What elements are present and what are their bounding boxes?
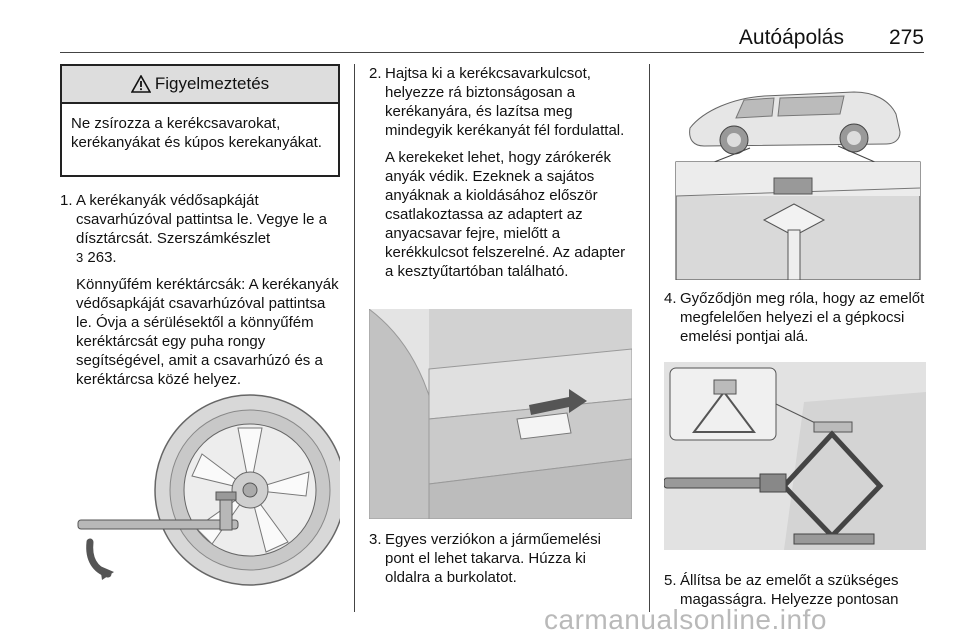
column-right [664,289,926,346]
step-text: A kerekeket lehet, hogy zárókerék anyák védik. Ezeknek a sajátos anyáknak a kioldásához először csatlakoztassa az adaptert az anyacsavar fejre, mielőtt a kerékkulcsot felszerelné. Az adapter a kesztyűtartóban található. [385,149,626,280]
page-header [60,26,924,54]
page-ref-arrow-icon: 3 [76,250,84,265]
car-jacking-point-illustration [664,70,926,280]
wheel-cover-removal-illustration [70,392,340,597]
step-2 [369,64,633,281]
step-number: 3. [369,531,382,548]
step-number: 2. [369,65,382,82]
column-divider [649,64,650,612]
step-4 [664,289,926,346]
page-ref-link[interactable]: 263. [87,249,117,266]
step-number: 1. [60,192,73,209]
warning-icon [131,75,151,93]
step-3 [369,530,633,587]
step-text: Egyes verziókon a járműemelési pont el lehet takarva. Húzza ki oldalra a burkolatot. [385,531,601,586]
step-number: 5. [664,572,677,589]
column-divider [354,64,355,612]
step-text: A kerékanyák védősapkáját csavarhúzóval pattintsa le. Vegye le a dísztárcsát. Szerszámkészlet 3 263. [76,192,327,266]
step-number: 4. [664,290,677,307]
sill-cover-illustration [369,309,632,519]
column-middle [369,64,633,281]
page-number: 275 [888,26,924,49]
step-1 [60,191,345,389]
column-middle-lower [369,530,633,587]
warning-header [62,66,338,104]
column-left [60,64,345,389]
header-rule [60,52,924,53]
warning-box [60,64,340,177]
step-text: Hajtsa ki a kerékcsavarkulcsot, helyezze rá biztonságosan a kerékanyára, és lazítsa meg mindegyik kerékanyát fél fordulattal. [385,65,625,139]
step-text: Állítsa be az emelőt a szükséges magasságra. Helyezze pontosan [680,572,899,608]
warning-text: Ne zsírozza a kerékcsavarokat, kerékanyákat és kúpos kerekanyákat. [71,115,322,151]
section-title: Autóápolás [738,26,844,49]
step-text: Győződjön meg róla, hogy az emelőt megfelelően helyezi el a gépkocsi emelési pontjai alá. [680,290,925,345]
watermark: carmanualsonline.info [544,604,827,635]
step-text: Könnyűfém keréktárcsák: A kerékanyák védősapkáját csavarhúzóval pattintsa le. Óvja a sérülésektől a könnyűfém keréktárcsát egy puha rongy segítségével, amit a csavarhúzó és a keréktárcsa közé helyez. [76,276,339,388]
warning-title: Figyelmeztetés [154,74,270,93]
scissor-jack-illustration [664,362,926,550]
